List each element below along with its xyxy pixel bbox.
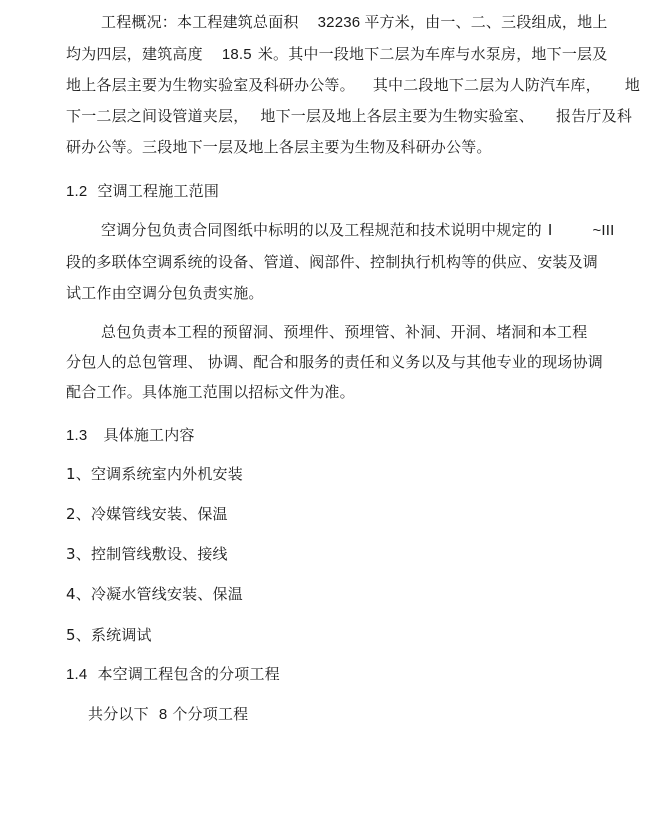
scope-para-2-line-2	[66, 352, 603, 372]
total-area-value: 32236	[317, 14, 361, 31]
work-item: 4、冷凝水管线安装、保温	[66, 585, 243, 603]
overview-text: 研办公等。三段地下一层及地上各层主要为生物及科研办公等。	[66, 138, 492, 156]
overview-text: 均为四层，建筑高度	[66, 45, 203, 63]
overview-text: 下一二层之间设管道夹层，	[66, 107, 249, 125]
overview-text: 其中二段地下二层为人防汽车库，	[372, 76, 601, 94]
scope-text: 空调分包负责合同图纸中标明的以及工程规范和技术说明中规定的	[101, 221, 542, 239]
overview-text: 地上各层主要为生物实验室及科研办公等。	[66, 76, 355, 94]
scope-para-1-line-1	[101, 220, 615, 241]
overview-line-5	[66, 137, 492, 157]
overview-text: 工程概况：本工程建筑总面积	[101, 13, 299, 31]
scope-text: 试工作由空调分包负责实施。	[66, 284, 264, 302]
overview-text: 平方米，由一、二、三段组成，地上	[364, 13, 608, 31]
work-item: 5、系统调试	[66, 626, 152, 644]
section-1-4-heading	[66, 664, 280, 685]
scope-para-2-line-1	[101, 322, 587, 342]
scope-text: 段的多联体空调系统的设备、管道、阀部件、控制执行机构等的供应、安装及调	[66, 253, 599, 271]
scope-text: 分包人的总包管理、 协调、配合和服务的责任和义务以及与其他专业的现场协调	[66, 353, 603, 371]
section-1-3-heading	[66, 425, 195, 446]
overview-line-3	[66, 75, 640, 95]
scope-text: 总包负责本工程的预留洞、预埋件、预埋管、补洞、开洞、堵洞和本工程	[101, 323, 588, 341]
section-number: 1.3	[66, 427, 88, 444]
section-1-2-heading	[66, 181, 219, 202]
section-title: 本空调工程包含的分项工程	[97, 665, 280, 683]
intro-text: 共分以下	[88, 705, 149, 723]
subitem-count: 8	[158, 706, 168, 723]
overview-line-2	[66, 44, 607, 65]
building-height-value: 18.5	[221, 46, 252, 63]
section-number: 1.2	[66, 183, 88, 200]
section-number: 1.4	[66, 666, 88, 683]
overview-text: 地	[624, 76, 641, 94]
work-item: 3、控制管线敷设、接线	[66, 545, 228, 563]
scope-para-1-line-2	[66, 252, 598, 272]
subitem-intro	[88, 704, 248, 725]
overview-text: 米。其中一段地下二层为车库与水泵房，地下一层及	[257, 45, 608, 63]
work-item: 1、空调系统室内外机安装	[66, 465, 243, 483]
roman-numeral-end: ~III	[592, 222, 615, 239]
section-title: 具体施工内容	[103, 426, 195, 444]
roman-numeral-start: I	[547, 221, 553, 239]
scope-text: 配合工作。具体施工范围以招标文件为准。	[66, 383, 355, 401]
section-title: 空调工程施工范围	[97, 182, 220, 200]
scope-para-2-line-3	[66, 382, 355, 402]
overview-line-4	[66, 106, 632, 126]
overview-text: 报告厅及科	[556, 107, 633, 125]
overview-text: 地下一层及地上各层主要为生物实验室、	[260, 107, 535, 125]
work-item: 2、冷媒管线安装、保温	[66, 505, 228, 523]
intro-text: 个分项工程	[172, 705, 249, 723]
overview-line-1	[101, 12, 608, 33]
scope-para-1-line-3	[66, 283, 264, 303]
